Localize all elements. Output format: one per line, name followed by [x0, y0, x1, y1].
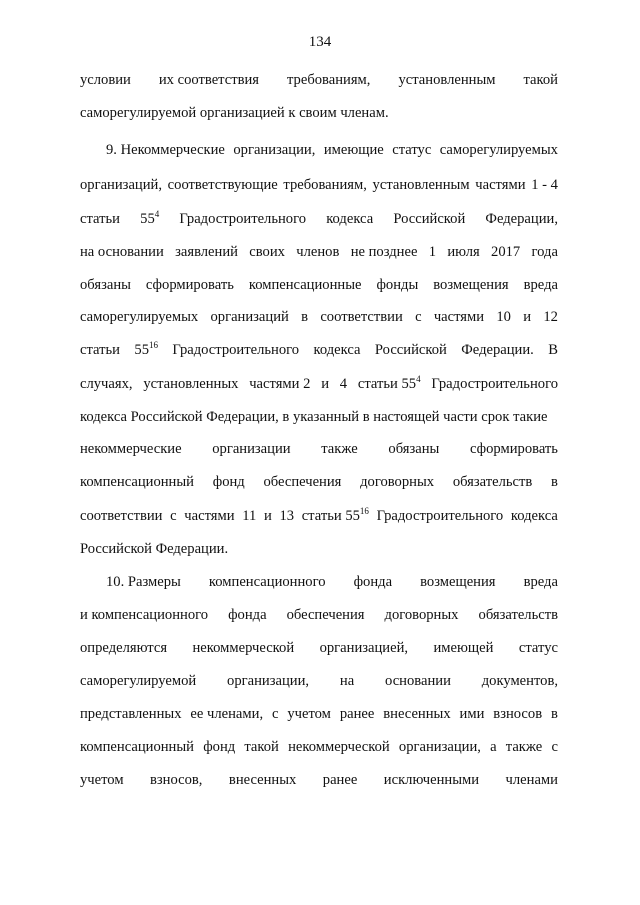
word: не позднее	[350, 244, 418, 260]
word: 1	[428, 244, 437, 260]
word: и	[321, 376, 329, 392]
word: 10. Размеры	[106, 574, 181, 590]
word: обязаны	[80, 277, 131, 293]
text-line	[80, 276, 558, 294]
text-line	[80, 210, 558, 228]
word: такой	[244, 739, 279, 755]
word: соответствующие	[167, 177, 278, 193]
word: сформировать	[470, 441, 558, 457]
word: фонд	[203, 739, 236, 755]
word: частями	[184, 508, 235, 524]
word: членов	[296, 244, 340, 260]
line-text: Российской Федерации.	[80, 541, 229, 557]
word: членами	[505, 772, 558, 788]
word: основании	[385, 673, 451, 689]
word: 13	[279, 508, 295, 524]
word: своих	[249, 244, 285, 260]
word: ее членами,	[190, 706, 264, 722]
word: на	[339, 673, 355, 689]
text-line	[80, 308, 558, 326]
word: компенсационного	[208, 574, 326, 590]
text-line	[80, 71, 558, 89]
text-line	[80, 507, 558, 525]
text-line	[80, 440, 558, 458]
text-line	[80, 408, 558, 426]
word: 12	[543, 309, 558, 325]
word: в	[551, 474, 558, 490]
word: установленным	[398, 72, 496, 88]
word: учетом	[287, 706, 331, 722]
word: также	[505, 739, 543, 755]
word: организацией,	[319, 640, 409, 656]
word: договорных	[360, 474, 435, 490]
word: В	[548, 342, 558, 358]
word: установленных	[143, 376, 239, 392]
superscript: 4	[154, 209, 160, 219]
word: некоммерческие	[80, 441, 182, 457]
word: с	[170, 508, 177, 524]
word: организации,	[398, 739, 481, 755]
word: учетом	[80, 772, 124, 788]
word: на основании	[80, 244, 164, 260]
word: кодекса	[326, 211, 374, 227]
text-line	[80, 341, 558, 359]
word: Градостроительного	[179, 211, 307, 227]
page-number: 134	[308, 34, 332, 50]
word: требованиям,	[283, 177, 367, 193]
word: их соответствия	[158, 72, 259, 88]
word: 9. Некоммерческие	[106, 142, 225, 158]
text-line	[80, 606, 558, 624]
text-line	[80, 375, 558, 393]
word: компенсационный	[80, 474, 194, 490]
word: саморегулируемых	[439, 142, 558, 158]
word: Градостроительного	[376, 508, 504, 524]
word: условии	[80, 72, 131, 88]
word: внесенных	[228, 772, 297, 788]
word: кодекса	[313, 342, 361, 358]
word: ими	[459, 706, 485, 722]
word: вреда	[523, 277, 558, 293]
word: имеющей	[433, 640, 494, 656]
word: статус	[518, 640, 558, 656]
line-text: кодекса Российской Федерации, в указанный в настоящей части срок такие	[80, 409, 548, 425]
word: кодекса	[510, 508, 558, 524]
word: частями 2	[249, 376, 311, 392]
text-line	[80, 243, 558, 261]
word: возмещения	[433, 277, 509, 293]
word: частями	[433, 309, 485, 325]
word: исключенными	[383, 772, 480, 788]
text-line	[80, 771, 558, 789]
word: представленных	[80, 706, 182, 722]
word: обязательств	[452, 474, 533, 490]
word: возмещения	[420, 574, 496, 590]
word: обеспечения	[286, 607, 365, 623]
word: компенсационные	[248, 277, 362, 293]
word: и	[523, 309, 532, 325]
word: Федерации.	[461, 342, 534, 358]
word: фонд	[212, 474, 245, 490]
word: Градостроительного	[431, 376, 558, 392]
word: Градостроительного	[172, 342, 300, 358]
word: Федерации,	[485, 211, 558, 227]
word: ранее	[322, 772, 358, 788]
word: 11	[242, 508, 257, 524]
word: соответствии	[320, 309, 403, 325]
word: также	[321, 441, 358, 457]
word: компенсационный	[80, 739, 194, 755]
word: взносов,	[150, 772, 203, 788]
text-line	[80, 176, 558, 194]
word: взносов	[493, 706, 543, 722]
word: обязаны	[388, 441, 440, 457]
text-line	[80, 540, 558, 558]
word: статьи $55^{16}$	[301, 506, 369, 524]
word: в	[550, 706, 558, 722]
word: 4	[339, 376, 348, 392]
word: и компенсационного	[80, 607, 209, 623]
word: такой	[523, 72, 558, 88]
word: и	[263, 508, 272, 524]
word: обязательств	[478, 607, 558, 623]
word: с	[271, 706, 279, 722]
word: фонда	[228, 607, 267, 623]
word: обеспечения	[263, 474, 342, 490]
text-line	[80, 104, 558, 122]
word: внесенных	[383, 706, 451, 722]
word: частями	[475, 177, 526, 193]
word: документов,	[481, 673, 558, 689]
text-line	[80, 639, 558, 657]
word: с	[551, 739, 558, 755]
word: заявлений	[175, 244, 238, 260]
word: 10	[496, 309, 511, 325]
text-line	[80, 473, 558, 491]
word: с	[415, 309, 422, 325]
word: фонды	[376, 277, 419, 293]
word: статьи $55^4$	[357, 374, 421, 392]
word: июля	[447, 244, 480, 260]
word: вреда	[523, 574, 558, 590]
word: фонда	[353, 574, 393, 590]
word: саморегулируемых	[80, 309, 199, 325]
word: организаций,	[80, 177, 162, 193]
word: статьи	[80, 211, 120, 227]
word: договорных	[384, 607, 459, 623]
word: саморегулируемой	[80, 673, 197, 689]
word: случаях,	[80, 376, 133, 392]
word: имеющие	[323, 142, 384, 158]
text-line	[106, 141, 558, 159]
text-line	[80, 672, 558, 690]
word: организации	[212, 441, 291, 457]
word: $55^{16}$	[134, 340, 158, 358]
word: Российской	[393, 211, 466, 227]
word: ранее	[339, 706, 375, 722]
word: организаций	[210, 309, 289, 325]
word: $55^4$	[140, 209, 160, 227]
word: требованиям,	[287, 72, 371, 88]
superscript: 4	[416, 374, 421, 384]
word: 2017	[491, 244, 521, 260]
superscript: 16	[359, 506, 369, 516]
line-text: саморегулируемой организацией к своим членам.	[80, 105, 389, 121]
word: сформировать	[145, 277, 234, 293]
word: организации,	[233, 142, 316, 158]
word: Российской	[374, 342, 447, 358]
text-line	[80, 738, 558, 756]
word: а	[490, 739, 497, 755]
word: в	[301, 309, 309, 325]
word: статус	[392, 142, 432, 158]
text-line	[106, 573, 558, 591]
word: 1 - 4	[531, 177, 558, 193]
word: некоммерческой	[288, 739, 390, 755]
word: года	[531, 244, 558, 260]
superscript: 16	[149, 340, 158, 350]
word: организации,	[227, 673, 310, 689]
word: установленным	[372, 177, 470, 193]
word: соответствии	[80, 508, 163, 524]
word: некоммерческой	[192, 640, 295, 656]
word: определяются	[80, 640, 168, 656]
word: статьи	[80, 342, 120, 358]
text-line	[80, 705, 558, 723]
